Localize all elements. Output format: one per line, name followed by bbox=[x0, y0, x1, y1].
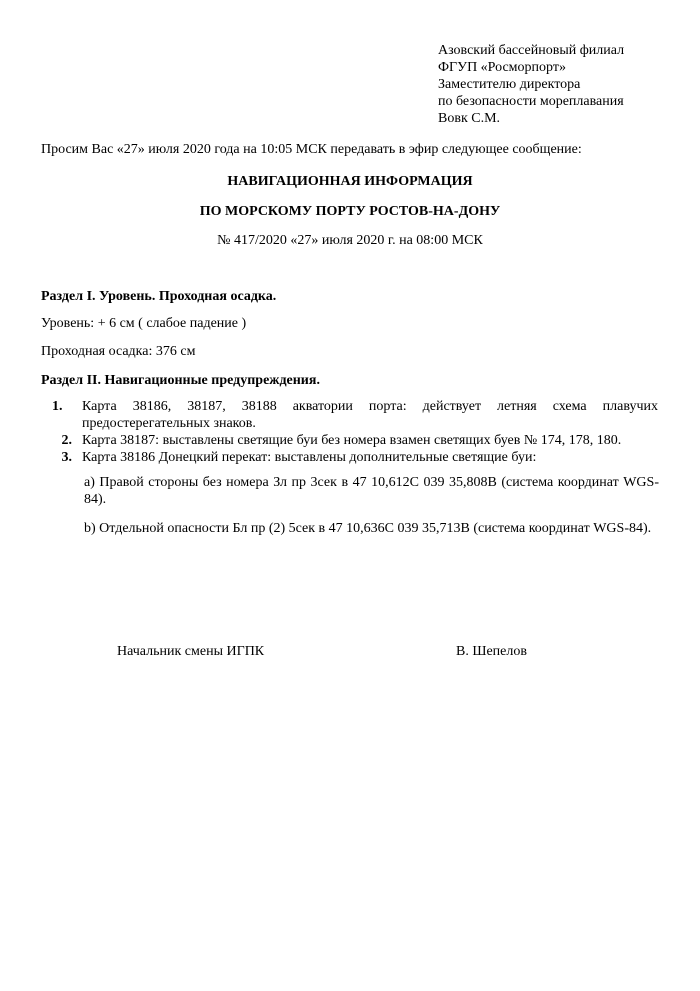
addressee-line: Вовк С.М. bbox=[438, 111, 501, 126]
request-text: Просим Вас «27» июля 2020 года на 10:05 МСК передавать в эфир следующее сообщение: bbox=[41, 142, 582, 157]
section2-heading: Раздел II. Навигационные предупреждения. bbox=[41, 373, 320, 388]
buoy-a-description: a) Правой стороны без номера Зл пр 3сек в 47 10,612С 039 35,808В (система координат WGS-84). bbox=[84, 475, 659, 507]
signatory-position: Начальник смены ИГПК bbox=[117, 644, 265, 659]
list-item-text: Карта 38186 Донецкий перекат: выставлены дополнительные светящие буи: bbox=[82, 450, 537, 465]
list-item-text: Карта 38186, 38187, 38188 акватории порта: действует летняя схема плавучих bbox=[82, 399, 658, 414]
addressee-line: Заместителю директора bbox=[438, 77, 581, 92]
list-item-number: 3. bbox=[61, 450, 72, 465]
list-item-number: 2. bbox=[61, 433, 72, 448]
list-item-text-continuation: предостерегательных знаков. bbox=[82, 416, 256, 431]
list-item-text: Карта 38187: выставлены светящие буи без номера взамен светящих буев № 174, 178, 180. bbox=[82, 433, 622, 448]
addressee-line: ФГУП «Росморпорт» bbox=[438, 60, 566, 75]
addressee-block bbox=[438, 42, 624, 127]
warnings-list bbox=[52, 398, 658, 466]
list-item bbox=[52, 398, 658, 432]
list-item-number: 1. bbox=[52, 399, 63, 414]
document-subtitle: ПО МОРСКОМУ ПОРТУ РОСТОВ-НА-ДОНУ bbox=[199, 204, 501, 219]
water-level: Уровень: + 6 см ( слабое падение ) bbox=[41, 316, 247, 331]
document-title: НАВИГАЦИОННАЯ ИНФОРМАЦИЯ bbox=[227, 174, 473, 189]
list-item bbox=[52, 449, 658, 466]
section1-heading: Раздел I. Уровень. Проходная осадка. bbox=[41, 289, 277, 304]
passage-draft: Проходная осадка: 376 см bbox=[41, 344, 196, 359]
document-number: № 417/2020 «27» июля 2020 г. на 08:00 МСК bbox=[217, 233, 483, 248]
signatory-name: В. Шепелов bbox=[456, 644, 527, 659]
addressee-line: по безопасности мореплавания bbox=[438, 94, 624, 109]
list-item bbox=[52, 432, 658, 449]
addressee-line: Азовский бассейновый филиал bbox=[438, 43, 625, 58]
buoy-b-description: b) Отдельной опасности Бл пр (2) 5сек в 47 10,636С 039 35,713В (система координат WGS-84). bbox=[84, 521, 652, 536]
